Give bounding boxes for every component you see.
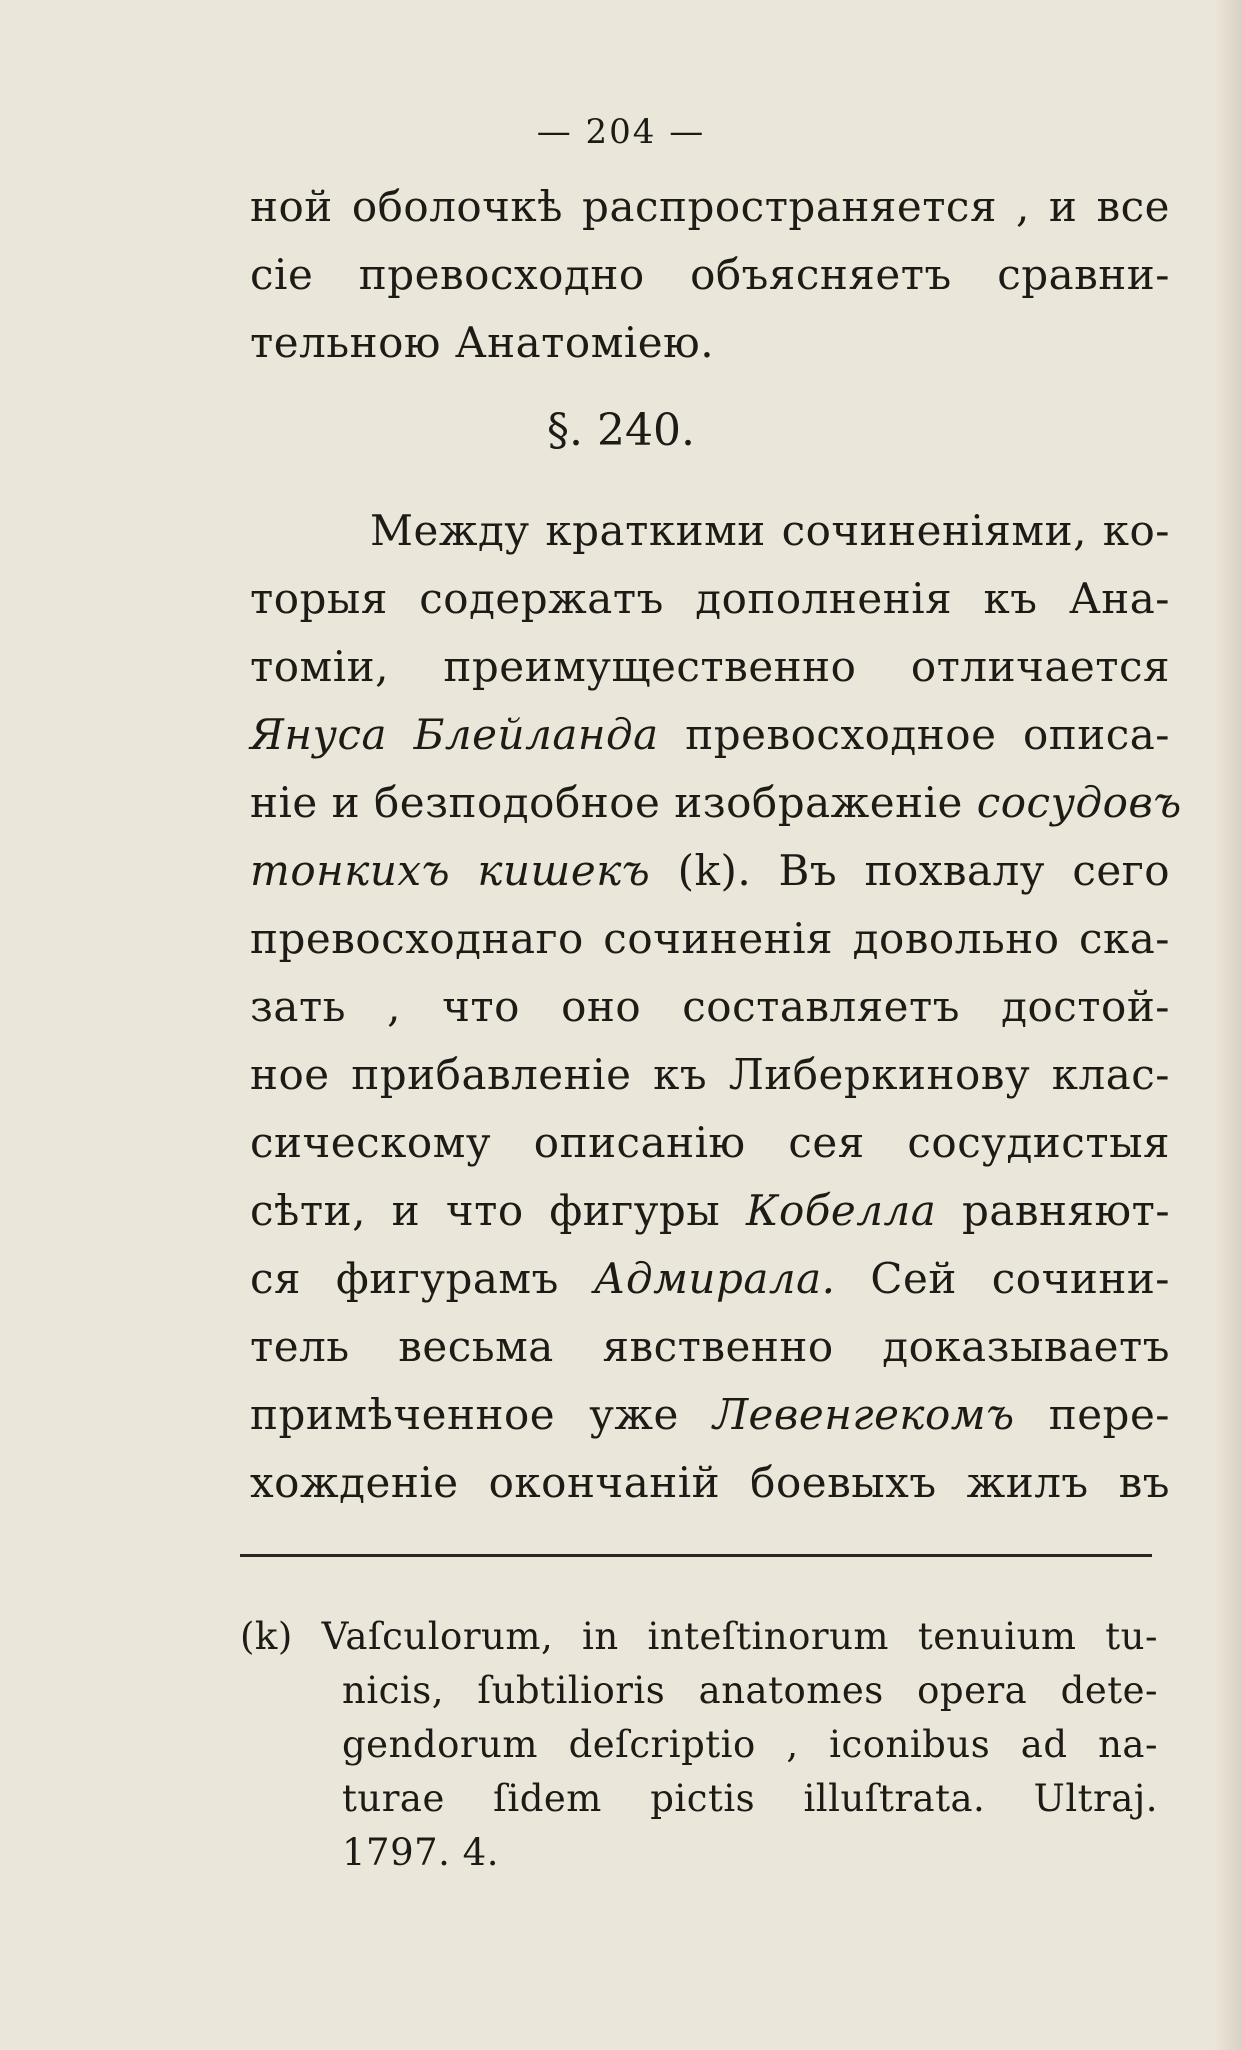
text-line: ное прибавленіе къ Либеркинову клас- <box>250 1050 1170 1099</box>
text-line: ніе и безподобное изображеніе сосудовъ <box>250 778 1182 827</box>
footnote-line: gendorum deſcriptio , iconibus ad na- <box>342 1723 1158 1766</box>
text-line: сіе превосходно объясняетъ сравни- <box>250 250 1170 299</box>
footnote-rule <box>240 1554 1152 1557</box>
text-line: Януса Блейланда превосходное описа- <box>250 710 1171 759</box>
footnote-line: (k) Vaſculorum, in inteſtinorum tenuium tu- <box>240 1615 1158 1658</box>
italic-name: Януса Блейланда <box>250 710 659 759</box>
footnote-line: 1797. 4. <box>342 1831 499 1874</box>
footnote-line: nicis, ſubtilioris anatomes opera dete- <box>342 1669 1158 1712</box>
footnote-line: turae ſidem pictis illuſtrata. Ultraj. <box>342 1777 1158 1820</box>
text-line: ся фигурамъ Адмирала. Сей сочини- <box>250 1254 1171 1303</box>
text-line: тонкихъ кишекъ (k). Въ похвалу сего <box>250 846 1170 895</box>
italic-name: Левенгекомъ <box>712 1390 1015 1439</box>
text-line: тельною Анатоміею. <box>250 318 715 367</box>
text-line: томіи, преимущественно отличается <box>250 642 1170 691</box>
text-line: ной оболочкѣ распространяется , и все <box>250 182 1170 231</box>
text-line: сѣти, и что фигуры Кобелла равняют- <box>250 1186 1171 1235</box>
italic-term: сосудовъ <box>976 778 1182 827</box>
text-line: хожденіе окончаній боевыхъ жилъ въ <box>250 1458 1170 1507</box>
italic-name: Кобелла <box>745 1186 937 1235</box>
text-line: зать , что оно составляетъ достой- <box>250 982 1170 1031</box>
italic-term: тонкихъ кишекъ <box>250 846 651 895</box>
text-line: тель весьма явственно доказываетъ <box>250 1322 1170 1371</box>
section-heading: §. 240. <box>547 405 695 456</box>
text-line: Между краткими сочиненіями, ко- <box>370 506 1170 555</box>
italic-name: Адмирала. <box>593 1254 836 1303</box>
text-line: торыя содержатъ дополненія къ Ана- <box>250 574 1170 623</box>
page-number: — 204 — <box>536 112 706 152</box>
text-line: превосходнаго сочиненія довольно ска- <box>250 914 1170 963</box>
page-edge <box>1214 0 1242 2050</box>
text-line: сическому описанію сея сосудистыя <box>250 1118 1170 1167</box>
text-line: примѣченное уже Левенгекомъ пере- <box>250 1390 1170 1439</box>
